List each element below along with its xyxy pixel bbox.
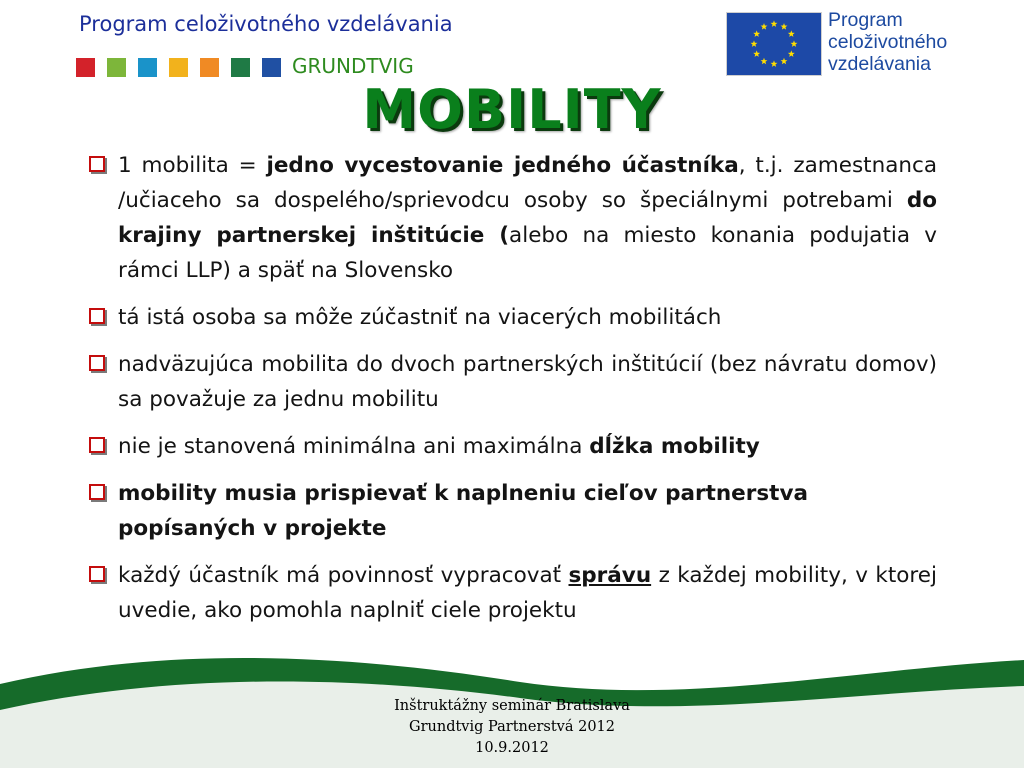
- bullet-item: [89, 300, 937, 335]
- bullet-text-part: správu: [568, 563, 652, 588]
- star-icon: [761, 23, 768, 30]
- star-icon: [753, 30, 760, 37]
- eu-flag-icon: [726, 12, 822, 76]
- bullet-text-part: do krajiny partnerskej inštitúcie (: [118, 188, 937, 248]
- star-icon: [771, 60, 778, 67]
- color-square: [262, 58, 281, 77]
- bullet-list: [89, 148, 937, 640]
- bullet-text: [118, 300, 937, 335]
- eu-logo-text: [828, 9, 969, 75]
- checkbox-bullet-icon: [89, 437, 105, 453]
- bullet-text: [118, 429, 937, 464]
- checkbox-bullet-icon: [89, 156, 105, 172]
- grundtvig-label: GRUNDTVIG: [292, 54, 414, 78]
- footer-line-1: Inštruktážny seminár Bratislava: [394, 698, 630, 714]
- checkbox-bullet-icon: [89, 308, 105, 324]
- bullet-text: [118, 558, 937, 628]
- bullet-item: [89, 429, 937, 464]
- slide-title: MOBILITY: [362, 78, 662, 141]
- checkbox-bullet-icon: [89, 355, 105, 371]
- star-icon: [771, 20, 778, 27]
- footer-line-3: 10.9.2012: [475, 740, 549, 756]
- bullet-text-part: každý účastník má povinnosť vypracovať: [118, 563, 569, 588]
- bullet-item: [89, 558, 937, 628]
- footer-text: [362, 696, 662, 759]
- star-icon: [761, 58, 768, 65]
- color-square: [76, 58, 95, 77]
- program-title: Program celoživotného vzdelávania: [79, 12, 453, 36]
- bullet-text-part: nadväzujúca mobilita do dvoch partnerských inštitúcií (bez návratu domov) sa považuje za jednu mobilitu: [118, 352, 937, 412]
- checkbox-bullet-icon: [89, 484, 105, 500]
- star-icon: [781, 58, 788, 65]
- bullet-text-part: alebo na miesto konania podujatia v rámci LLP) a späť na Slovensko: [118, 223, 937, 283]
- bullet-text-part: 1 mobilita =: [118, 153, 267, 178]
- star-icon: [753, 50, 760, 57]
- bullet-text-part: jedno vycestovanie jedného účastníka: [266, 153, 739, 178]
- checkbox-bullet-icon: [89, 566, 105, 582]
- star-icon: [751, 40, 758, 47]
- bullet-text-part: tá istá osoba sa môže zúčastniť na viacerých mobilitách: [118, 305, 722, 330]
- color-square: [107, 58, 126, 77]
- eu-logo-line-1: Program: [828, 9, 903, 31]
- bullet-text-part: dĺžka mobility: [589, 434, 760, 459]
- bullet-text-part: , t.j. zamestnanca /učiaceho sa dospelého/sprievodcu osoby so špeciálnymi potrebami: [118, 153, 938, 213]
- bullet-item: [89, 476, 937, 546]
- bullet-text-part: mobility musia prispievať k naplneniu cieľov partnerstva popísaných v projekte: [118, 481, 808, 541]
- bullet-text: [118, 476, 937, 546]
- star-icon: [781, 23, 788, 30]
- bullet-text-part: z každej mobility, v ktorej uvedie, ako pomohla naplniť ciele projektu: [118, 563, 937, 623]
- star-icon: [788, 30, 795, 37]
- eu-program-logo: [726, 9, 969, 76]
- bullet-text-part: nie je stanovená minimálna ani maximálna: [118, 434, 590, 459]
- star-icon: [788, 50, 795, 57]
- bullet-item: [89, 148, 937, 288]
- footer-line-2: Grundtvig Partnerstvá 2012: [409, 719, 615, 735]
- color-square: [138, 58, 157, 77]
- eu-stars: [727, 13, 821, 75]
- star-icon: [791, 40, 798, 47]
- color-square: [200, 58, 219, 77]
- color-square: [231, 58, 250, 77]
- eu-logo-line-2: celoživotného: [828, 31, 948, 53]
- eu-logo-line-3: vzdelávania: [828, 53, 931, 75]
- bullet-item: [89, 347, 937, 417]
- bullet-text: [118, 347, 937, 417]
- bullet-text: [118, 148, 937, 288]
- color-square: [169, 58, 188, 77]
